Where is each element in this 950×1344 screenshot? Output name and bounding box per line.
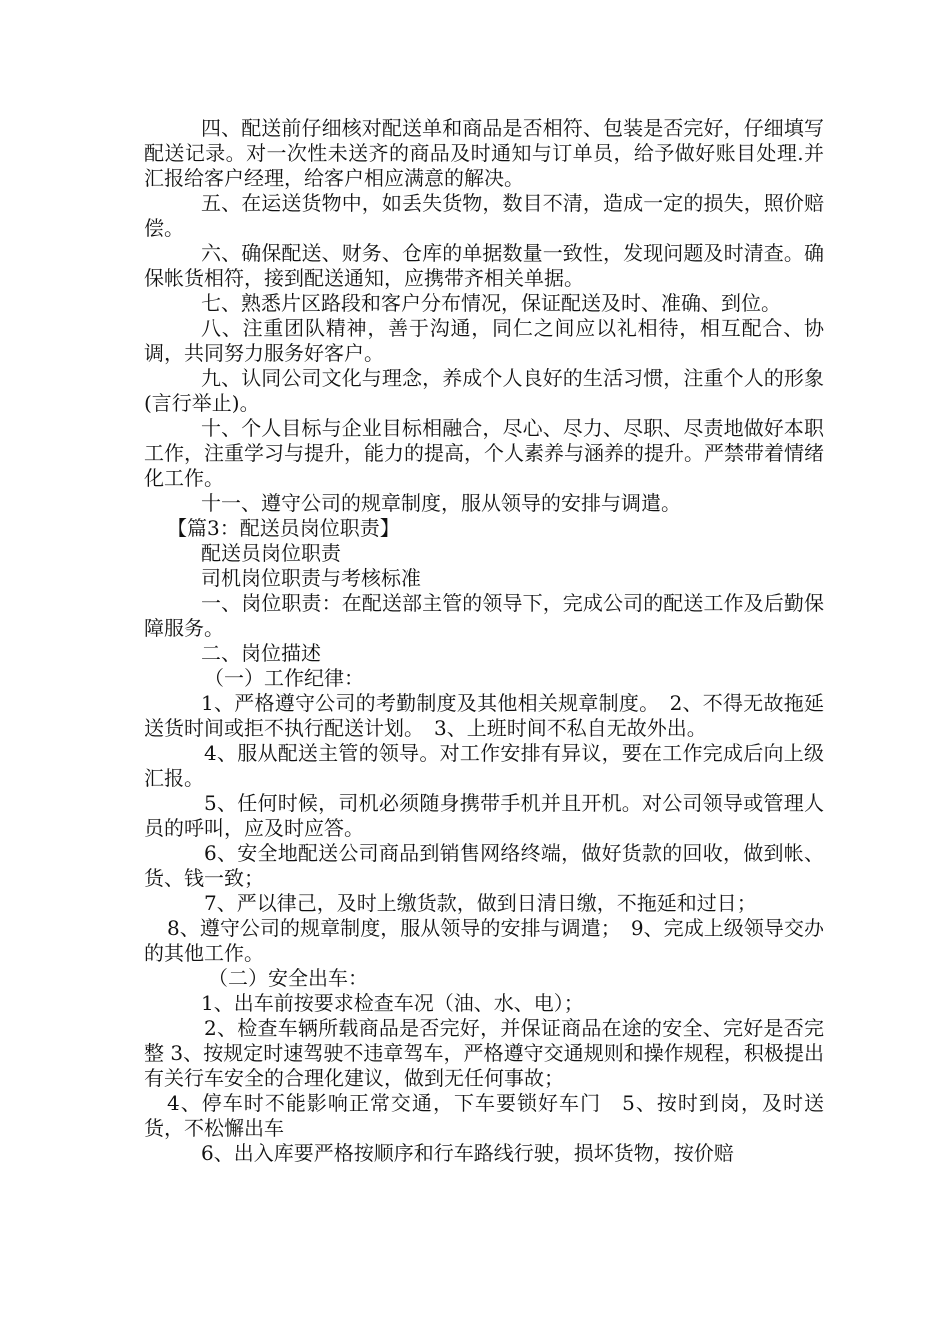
discipline-item-4: 4、服从配送主管的领导。对工作安排有异议，要在工作完成后向上级汇报。	[144, 741, 824, 790]
job-duty-paragraph: 一、岗位职责：在配送部主管的领导下，完成公司的配送工作及后勤保障服务。	[144, 591, 824, 640]
discipline-items-1-3: 1、严格遵守公司的考勤制度及其他相关规章制度。 2、不得无故拖延送货时间或拒不执行配送计划。 3、上班时间不私自无故外出。	[144, 691, 824, 740]
discipline-item-5: 5、任何时候，司机必须随身携带手机并且开机。对公司领导或管理人员的呼叫，应及时应答。	[144, 791, 824, 840]
paragraph-item-10: 十、个人目标与企业目标相融合，尽心、尽力、尽职、尽责地做好本职工作，注重学习与提升，能力的提高，个人素养与涵养的提升。严禁带着情绪化工作。	[144, 416, 824, 490]
paragraph-item-7: 七、熟悉片区路段和客户分布情况，保证配送及时、准确、到位。	[201, 291, 781, 315]
safety-item-6: 6、出入库要严格按顺序和行车路线行驶，损坏货物，按价赔	[201, 1141, 734, 1165]
safety-item-1: 1、出车前按要求检查车况（油、水、电）；	[201, 991, 584, 1015]
section-heading: 【篇3：配送员岗位职责】	[167, 516, 400, 540]
discipline-item-6: 6、安全地配送公司商品到销售网络终端，做好货款的回收，做到帐、货、钱一致；	[144, 841, 824, 890]
paragraph-item-6: 六、确保配送、财务、仓库的单据数量一致性，发现问题及时清查。确保帐货相符，接到配送通知，应携带齐相关单据。	[144, 241, 824, 290]
discipline-items-8-9: 8、遵守公司的规章制度，服从领导的安排与调遣； 9、完成上级领导交办的其他工作。	[144, 916, 824, 965]
work-discipline-heading: （一）工作纪律：	[204, 666, 364, 690]
job-description-heading: 二、岗位描述	[201, 641, 321, 665]
paragraph-item-8: 八、注重团队精神，善于沟通，同仁之间应以礼相待，相互配合、协调，共同努力服务好客户。	[144, 316, 824, 365]
document-body	[144, 116, 824, 1166]
safety-items-2-3: 2、检查车辆所载商品是否完好，并保证商品在途的安全、完好是否完整 3、按规定时速驾驶不违章驾车，严格遵守交通规则和操作规程，积极提出有关行车安全的合理化建议，做到无任何事故；	[144, 1016, 824, 1090]
safe-driving-heading: （二）安全出车：	[208, 966, 368, 990]
safety-items-4-5: 4、停车时不能影响正常交通，下车要锁好车门 5、按时到岗，及时送货，不松懈出车	[144, 1091, 824, 1140]
document-subtitle: 司机岗位职责与考核标准	[201, 566, 421, 590]
paragraph-item-5: 五、在运送货物中，如丢失货物，数目不清，造成一定的损失，照价赔偿。	[144, 191, 824, 240]
paragraph-item-11: 十一、遵守公司的规章制度，服从领导的安排与调遣。	[201, 491, 681, 515]
paragraph-item-4: 四、配送前仔细核对配送单和商品是否相符、包装是否完好，仔细填写配送记录。对一次性未送齐的商品及时通知与订单员，给予做好账目处理.并汇报给客户经理，给客户相应满意的解决。	[144, 116, 824, 190]
paragraph-item-9: 九、认同公司文化与理念，养成个人良好的生活习惯，注重个人的形象(言行举止)。	[144, 366, 824, 415]
discipline-item-7: 7、严以律己，及时上缴货款，做到日清日缴，不拖延和过日；	[204, 891, 757, 915]
document-title: 配送员岗位职责	[201, 541, 341, 565]
